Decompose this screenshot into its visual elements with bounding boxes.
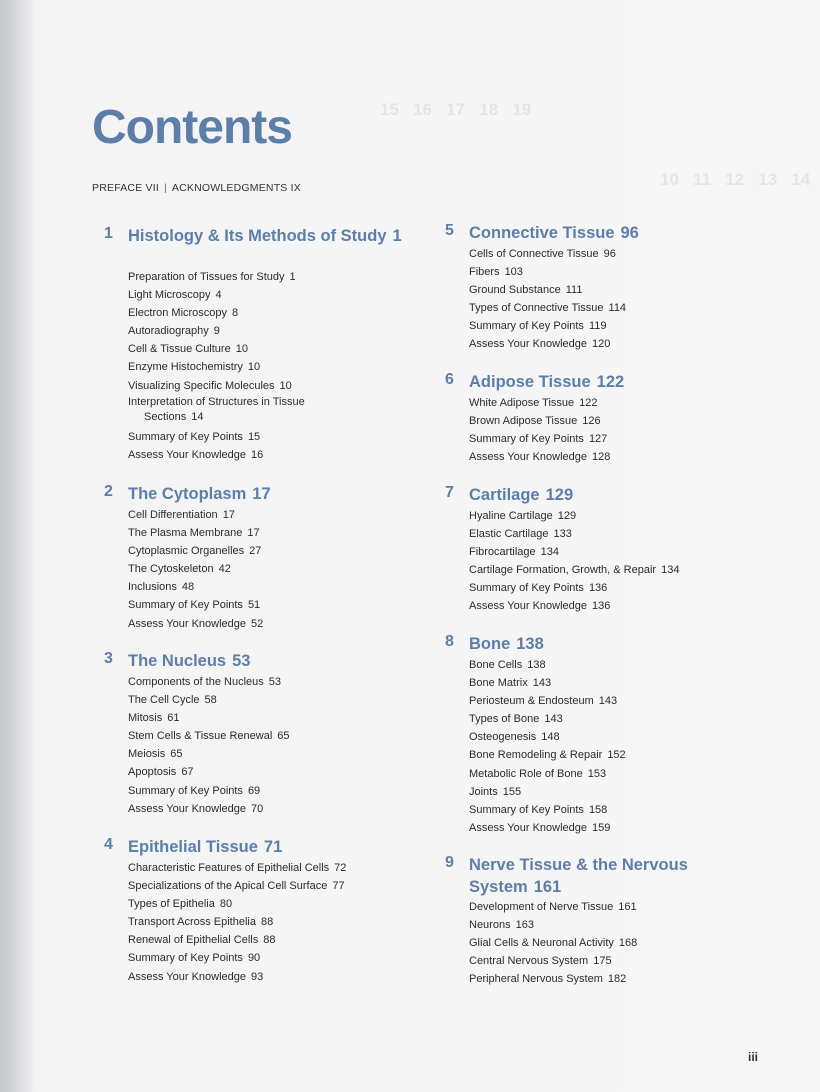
- list-item: [469, 656, 626, 674]
- list-item: [128, 340, 328, 358]
- chapter-title-text: Connective Tissue: [469, 224, 615, 242]
- chapter-number: 8: [445, 633, 454, 650]
- chapter-number: 2: [104, 483, 113, 500]
- list-item: [469, 952, 637, 970]
- entry-page: 9: [213, 325, 220, 338]
- entry-page: 168: [618, 937, 638, 950]
- entry-title: Peripheral Nervous System: [469, 973, 603, 986]
- list-item: [469, 448, 610, 466]
- entry-title: White Adipose Tissue: [469, 397, 575, 409]
- chapter-title: [469, 371, 759, 393]
- chapter-page: 1: [392, 227, 402, 245]
- entry-page: 70: [251, 802, 264, 815]
- chapter-title: [469, 854, 689, 898]
- entry-title: Cells of Connective Tissue: [469, 248, 599, 260]
- chapter-number: 7: [445, 484, 454, 501]
- list-item: [469, 317, 626, 335]
- chapter-number: 5: [445, 222, 454, 239]
- entry-page: 111: [565, 284, 583, 297]
- chapter-page: 138: [516, 635, 544, 653]
- entry-page: 10: [247, 361, 261, 374]
- list-item: [469, 525, 679, 543]
- chapter-number: 9: [445, 854, 454, 871]
- list-item: [128, 949, 346, 967]
- chapter-page: 71: [263, 838, 283, 856]
- entry-list: [469, 898, 637, 988]
- entry-page: 72: [334, 862, 347, 874]
- list-item: [469, 263, 626, 281]
- entry-title: Bone Matrix: [469, 677, 528, 690]
- entry-title: Assess Your Knowledge: [469, 338, 588, 351]
- entry-page: 175: [593, 955, 612, 968]
- list-item: [469, 970, 637, 988]
- front-matter-line: [92, 182, 301, 194]
- entry-title: Types of Bone: [469, 713, 540, 726]
- entry-page: 126: [582, 415, 601, 428]
- entry-title: Mitosis: [128, 712, 163, 725]
- entry-page: 16: [251, 448, 264, 461]
- list-item: [469, 801, 626, 819]
- entry-title: Cell Differentiation: [128, 509, 218, 521]
- list-item: [128, 745, 290, 763]
- entry-page: 61: [167, 712, 180, 725]
- entry-title: Brown Adipose Tissue: [469, 415, 578, 428]
- preface-link: PREFACE VII: [92, 182, 159, 194]
- chapter-number: 1: [104, 225, 113, 242]
- entry-page: 103: [504, 266, 523, 279]
- entry-page: 17: [247, 527, 260, 540]
- chapter-title-text: Bone: [469, 635, 511, 653]
- entry-title: Summary of Key Points: [128, 784, 243, 797]
- list-item: [469, 299, 626, 317]
- entry-page: 182: [607, 973, 627, 986]
- entry-page: 134: [661, 564, 680, 577]
- entry-page: 120: [592, 338, 611, 351]
- separator: |: [163, 182, 167, 194]
- show-through-text: 10 11 12 13 14: [660, 170, 811, 189]
- entry-page: 138: [527, 659, 546, 671]
- entry-title: Periosteum & Endosteum: [469, 695, 594, 708]
- entry-title: The Cytoskeleton: [128, 563, 214, 576]
- entry-page: 134: [540, 546, 559, 559]
- list-item: [469, 783, 626, 801]
- list-item: [469, 710, 626, 728]
- entry-title: Interpretation of Structures in Tissue: [128, 395, 305, 408]
- entry-title: Assess Your Knowledge: [128, 617, 247, 630]
- list-item: [469, 507, 679, 525]
- entry-page: 42: [218, 563, 231, 576]
- entry-title: Hyaline Cartilage: [469, 510, 553, 522]
- entry-page: 14: [191, 410, 204, 423]
- list-item: [128, 913, 346, 931]
- entry-title: Assess Your Knowledge: [469, 600, 588, 613]
- list-item: [469, 934, 637, 952]
- entry-page: 114: [608, 302, 627, 315]
- entry-title: Assess Your Knowledge: [128, 970, 247, 983]
- entry-page: 67: [181, 766, 194, 779]
- chapter-page: 96: [620, 224, 639, 242]
- entry-title: Meiosis: [128, 748, 166, 761]
- chapter-title: [128, 650, 418, 672]
- chapter-page: 53: [232, 652, 251, 670]
- chapter-number: 6: [445, 371, 454, 388]
- entry-title: Autoradiography: [128, 325, 209, 338]
- list-item: [469, 394, 610, 412]
- list-item: [128, 691, 290, 709]
- chapter-title: [469, 484, 759, 506]
- list-item: [469, 335, 626, 353]
- entry-title: Visualizing Specific Molecules: [128, 379, 275, 392]
- entry-title: Specializations of the Apical Cell Surface: [128, 880, 328, 893]
- entry-title: The Cell Cycle: [128, 694, 200, 707]
- list-item: [128, 800, 290, 818]
- chapter-number: 3: [104, 650, 113, 667]
- entry-title: Light Microscopy: [128, 289, 211, 302]
- chapter-page: 129: [545, 486, 574, 504]
- entry-list: [469, 656, 626, 837]
- entry-page: 159: [592, 821, 611, 834]
- list-item: [469, 746, 626, 764]
- entry-title: Assess Your Knowledge: [469, 821, 588, 834]
- entry-page: 8: [232, 307, 239, 320]
- entry-page: 155: [502, 785, 522, 798]
- entry-title: Assess Your Knowledge: [128, 802, 247, 815]
- entry-title: Fibers: [469, 266, 500, 279]
- entry-title: Components of the Nucleus: [128, 676, 264, 688]
- list-item: [469, 728, 626, 746]
- list-item: [128, 358, 328, 376]
- entry-title: Cartilage Formation, Growth, & Repair: [469, 564, 657, 577]
- entry-title: Cytoplasmic Organelles: [128, 545, 245, 558]
- list-item: [469, 245, 626, 263]
- chapter-title: [469, 222, 759, 244]
- entry-title-continued: Sections: [144, 410, 187, 423]
- list-item: [128, 542, 263, 560]
- entry-page: 69: [247, 784, 261, 797]
- list-item: [469, 898, 637, 916]
- entry-page: 10: [235, 343, 248, 356]
- entry-title: Joints: [469, 785, 498, 798]
- list-item: [128, 968, 346, 986]
- entry-page: 88: [260, 916, 274, 929]
- entry-page: 127: [588, 433, 608, 446]
- entry-title: Neurons: [469, 919, 511, 932]
- entry-title: Summary of Key Points: [469, 582, 584, 595]
- entry-page: 161: [618, 901, 637, 913]
- list-item: [128, 859, 346, 877]
- entry-page: 1: [289, 271, 296, 283]
- list-item: [469, 281, 626, 299]
- entry-title: Summary of Key Points: [128, 599, 243, 612]
- entry-title: Summary of Key Points: [469, 803, 584, 816]
- entry-page: 93: [251, 970, 264, 983]
- chapter-title: [128, 483, 418, 505]
- entry-title: Apoptosis: [128, 766, 177, 779]
- entry-list: [469, 507, 679, 616]
- entry-title: Development of Nerve Tissue: [469, 901, 614, 913]
- list-item: [469, 412, 610, 430]
- list-item: [128, 560, 263, 578]
- entry-title: Inclusions: [128, 581, 177, 594]
- entry-title: Glial Cells & Neuronal Activity: [469, 937, 614, 950]
- chapter-title-text: The Cytoplasm: [128, 485, 247, 503]
- entry-title: Types of Epithelia: [128, 898, 215, 911]
- entry-page: 129: [557, 510, 577, 522]
- list-item: [128, 877, 346, 895]
- entry-page: 119: [588, 320, 607, 333]
- chapter-number: 4: [104, 836, 113, 853]
- list-item: [128, 931, 346, 949]
- page-title: Contents: [92, 101, 292, 154]
- entry-page: 80: [219, 898, 233, 911]
- chapter-title-text: Epithelial Tissue: [128, 838, 258, 856]
- list-item: [469, 430, 610, 448]
- list-item: [128, 782, 290, 800]
- list-item: [128, 428, 328, 446]
- entry-page: 158: [588, 803, 608, 816]
- entry-page: 133: [553, 528, 572, 541]
- entry-page: 17: [222, 509, 235, 521]
- entry-page: 15: [247, 430, 261, 443]
- entry-page: 88: [263, 934, 276, 947]
- entry-title: Summary of Key Points: [469, 320, 584, 333]
- entry-page: 143: [598, 695, 618, 708]
- entry-page: 58: [204, 694, 217, 707]
- entry-title: Bone Cells: [469, 659, 523, 671]
- list-item: [469, 597, 679, 615]
- entry-page: 77: [332, 880, 345, 893]
- chapter-page: 161: [533, 878, 562, 896]
- entry-page: 163: [515, 919, 534, 932]
- entry-list: [128, 506, 263, 633]
- entry-page: 10: [279, 379, 292, 392]
- chapter-title: [469, 633, 759, 655]
- chapter-page: 122: [596, 373, 625, 391]
- list-item: [128, 596, 263, 614]
- entry-title: Ground Substance: [469, 284, 561, 297]
- entry-page: 153: [587, 767, 607, 780]
- entry-title: Assess Your Knowledge: [128, 448, 247, 461]
- chapter-title-text: Nerve Tissue & the Nervous System: [469, 856, 688, 896]
- entry-page: 65: [277, 730, 290, 743]
- entry-page: 122: [579, 397, 598, 409]
- entry-title: Electron Microscopy: [128, 307, 228, 320]
- entry-page: 152: [607, 749, 626, 762]
- entry-title: Bone Remodeling & Repair: [469, 749, 603, 762]
- entry-title: Characteristic Features of Epithelial Cells: [128, 862, 330, 874]
- list-item: [128, 709, 290, 727]
- list-item: [128, 286, 328, 304]
- entry-page: 90: [247, 952, 261, 965]
- chapter-title: [128, 836, 418, 858]
- page-number: iii: [748, 1050, 759, 1064]
- entry-title: Assess Your Knowledge: [469, 451, 588, 464]
- list-item: [128, 727, 290, 745]
- list-item: [469, 916, 637, 934]
- entry-title: Osteogenesis: [469, 731, 537, 744]
- chapter-title-text: Adipose Tissue: [469, 373, 591, 391]
- chapter-page: 17: [252, 485, 271, 503]
- chapter-title-text: Histology & Its Methods of Study: [128, 227, 387, 245]
- entry-list: [469, 394, 610, 466]
- acknowledgments-link: ACKNOWLEDGMENTS IX: [171, 182, 301, 194]
- entry-title: Stem Cells & Tissue Renewal: [128, 730, 273, 743]
- entry-page: 96: [603, 248, 616, 260]
- entry-page: 27: [249, 545, 262, 558]
- entry-title: Types of Connective Tissue: [469, 302, 604, 315]
- entry-title: Fibrocartilage: [469, 546, 536, 559]
- entry-page: 4: [215, 289, 222, 302]
- entry-title: Summary of Key Points: [128, 952, 243, 965]
- list-item: [469, 674, 626, 692]
- entry-page: 51: [247, 599, 261, 612]
- entry-title: Central Nervous System: [469, 955, 589, 968]
- list-item: [128, 395, 328, 428]
- list-item: [128, 578, 263, 596]
- entry-page: 128: [592, 451, 611, 464]
- list-item: [469, 543, 679, 561]
- entry-page: 48: [181, 581, 195, 594]
- entry-title: Preparation of Tissues for Study: [128, 271, 285, 283]
- entry-list: [128, 268, 328, 464]
- entry-list: [469, 245, 626, 354]
- list-item: [128, 446, 328, 464]
- entry-title: The Plasma Membrane: [128, 527, 243, 540]
- entry-title: Enzyme Histochemistry: [128, 361, 243, 374]
- entry-page: 143: [532, 677, 552, 690]
- chapter-title-text: Cartilage: [469, 486, 540, 504]
- entry-page: 136: [592, 600, 611, 613]
- chapter-title-text: The Nucleus: [128, 652, 227, 670]
- entry-title: Transport Across Epithelia: [128, 916, 256, 929]
- entry-page: 148: [541, 731, 560, 744]
- list-item: [128, 763, 290, 781]
- list-item: [469, 579, 679, 597]
- entry-page: 143: [544, 713, 563, 726]
- list-item: [128, 895, 346, 913]
- entry-title: Summary of Key Points: [469, 433, 584, 446]
- entry-list: [128, 859, 346, 986]
- list-item: [469, 765, 626, 783]
- list-item: [128, 506, 263, 524]
- chapter-title: [128, 225, 418, 247]
- entry-page: 136: [588, 582, 608, 595]
- list-item: [469, 561, 679, 579]
- show-through-text: 15 16 17 18 19: [380, 100, 532, 119]
- entry-title: Metabolic Role of Bone: [469, 767, 583, 780]
- entry-list: [128, 673, 290, 818]
- entry-title: Cell & Tissue Culture: [128, 343, 231, 356]
- entry-title: Elastic Cartilage: [469, 528, 549, 541]
- list-item: [128, 268, 328, 286]
- entry-page: 52: [251, 617, 264, 630]
- list-item: [128, 377, 328, 395]
- list-item: [128, 322, 328, 340]
- entry-page: 65: [170, 748, 183, 761]
- list-item: [469, 692, 626, 710]
- list-item: [128, 304, 328, 322]
- entry-page: 53: [268, 676, 281, 688]
- list-item: [469, 819, 626, 837]
- entry-title: Renewal of Epithelial Cells: [128, 934, 259, 947]
- list-item: [128, 673, 290, 691]
- book-spine-shadow: [0, 0, 36, 1092]
- list-item: [128, 524, 263, 542]
- list-item: [128, 615, 263, 633]
- entry-title: Summary of Key Points: [128, 430, 243, 443]
